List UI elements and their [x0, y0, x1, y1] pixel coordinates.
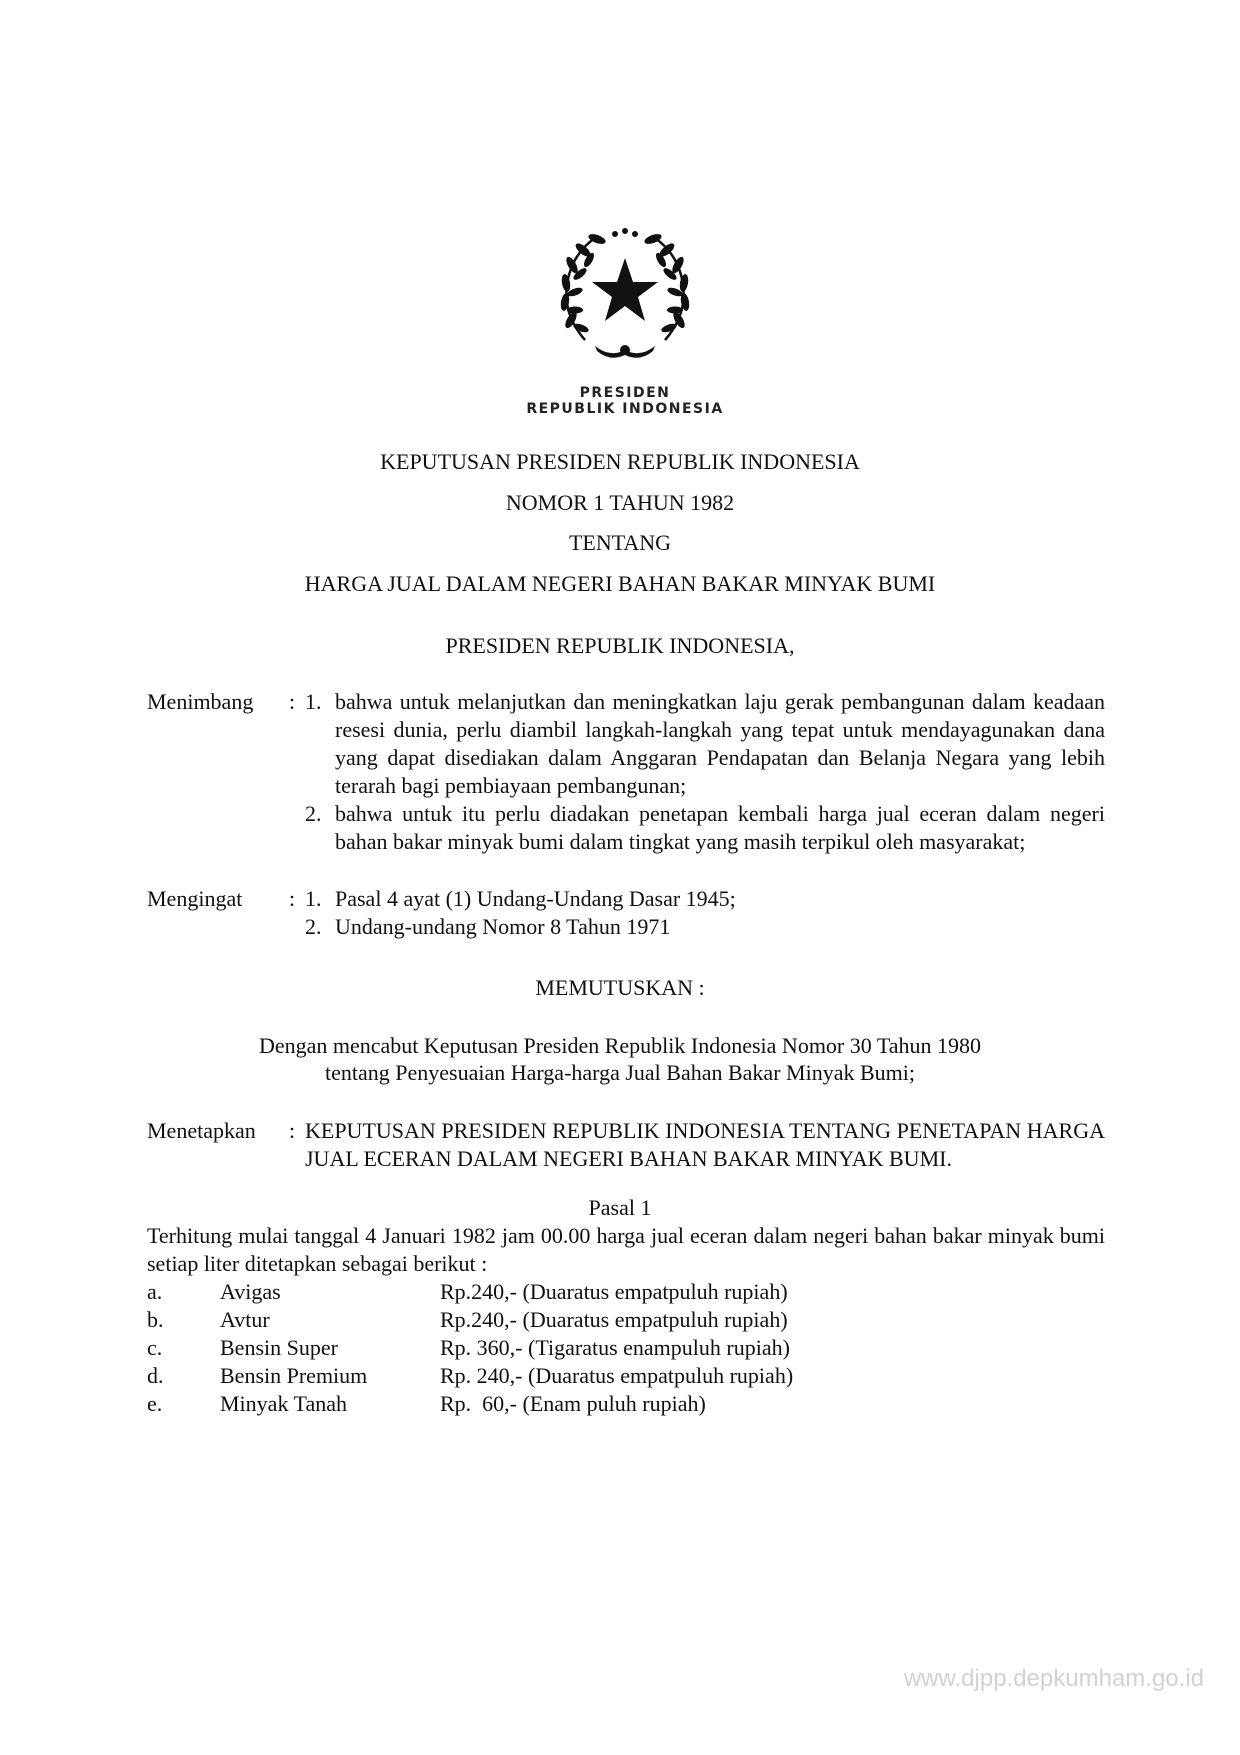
menimbang-item: [305, 800, 1105, 856]
fuel-letter: c.: [147, 1335, 163, 1360]
fuel-name: Avigas: [220, 1279, 281, 1304]
menimbang-item-text: bahwa untuk itu perlu diadakan penetapan kembali harga jual eceran dalam negeri bahan bakar minyak bumi dalam tingkat yang masih terpikul oleh masyarakat;: [335, 801, 1105, 854]
presidential-emblem-icon: [555, 220, 695, 370]
mengingat-item-text: Undang-undang Nomor 8 Tahun 1971: [335, 914, 671, 939]
fuel-price-row: [147, 1278, 847, 1306]
pasal-1-body: Terhitung mulai tanggal 4 Januari 1982 jam 00.00 harga jual eceran dalam negeri bahan bakar minyak bumi setiap liter ditetapkan sebagai berikut :: [147, 1223, 1105, 1276]
menimbang-label: Menimbang: [147, 689, 254, 714]
mengingat-item: [305, 913, 1105, 941]
watermark: www.djpp.depkumham.go.id: [903, 1665, 1204, 1692]
mengingat-item-number: 1.: [305, 886, 322, 911]
menetapkan-colon: :: [289, 1118, 296, 1143]
emblem-caption-line1: PRESIDEN: [579, 385, 671, 401]
menimbang-item-text: bahwa untuk melanjutkan dan meningkatkan laju gerak pembangunan dalam keadaan resesi dunia, perlu diambil langkah-langkah yang tepat untuk mendayagunakan dana yang dapat disediakan dalam Anggaran Pendapatan dan Belanja Negara yang lebih terarah bagi pembiayaan pembangunan;: [335, 689, 1105, 798]
mengingat-item-text: Pasal 4 ayat (1) Undang-Undang Dasar 1945;: [335, 886, 736, 911]
mengingat-list: [305, 885, 1105, 941]
memutuskan-heading: MEMUTUSKAN :: [535, 975, 705, 1000]
fuel-price: Rp. 60,- (Enam puluh rupiah): [440, 1391, 706, 1416]
menimbang-item-number: 1.: [305, 689, 322, 714]
fuel-name: Bensin Super: [220, 1335, 338, 1360]
decree-subject: HARGA JUAL DALAM NEGERI BAHAN BAKAR MINYAK BUMI: [304, 571, 936, 596]
decree-title: KEPUTUSAN PRESIDEN REPUBLIK INDONESIA: [380, 449, 860, 474]
emblem-caption: [490, 385, 760, 417]
fuel-price: Rp. 240,- (Duaratus empatpuluh rupiah): [440, 1363, 794, 1388]
fuel-name: Bensin Premium: [220, 1363, 368, 1388]
fuel-letter: d.: [147, 1363, 164, 1388]
fuel-price-row: [147, 1362, 847, 1390]
fuel-name: Avtur: [220, 1307, 270, 1332]
fuel-price: Rp.240,- (Duaratus empatpuluh rupiah): [440, 1279, 788, 1304]
fuel-letter: b.: [147, 1307, 164, 1332]
fuel-price-row: [147, 1390, 847, 1418]
revocation-line1: Dengan mencabut Keputusan Presiden Republik Indonesia Nomor 30 Tahun 1980: [258, 1033, 982, 1058]
revocation-line2: tentang Penyesuaian Harga-harga Jual Bahan Bakar Minyak Bumi;: [325, 1060, 915, 1085]
fuel-letter: e.: [147, 1391, 163, 1416]
mengingat-item: [305, 885, 1105, 913]
fuel-price-row: [147, 1306, 847, 1334]
emblem-caption-line2: REPUBLIK INDONESIA: [526, 401, 724, 417]
menimbang-item: [305, 688, 1105, 800]
fuel-price: Rp.240,- (Duaratus empatpuluh rupiah): [440, 1307, 788, 1332]
menimbang-colon: :: [289, 689, 296, 714]
menimbang-item-number: 2.: [305, 801, 322, 826]
fuel-name: Minyak Tanah: [220, 1391, 347, 1416]
decree-about: TENTANG: [568, 530, 672, 555]
fuel-price: Rp. 360,- (Tigaratus enampuluh rupiah): [440, 1335, 790, 1360]
mengingat-colon: :: [289, 886, 296, 911]
menimbang-list: [305, 688, 1105, 856]
menimbang-section: [147, 688, 1105, 858]
menetapkan-text: KEPUTUSAN PRESIDEN REPUBLIK INDONESIA TENTANG PENETAPAN HARGA JUAL ECERAN DALAM NEGERI BAHAN BAKAR MINYAK BUMI.: [305, 1118, 1105, 1171]
decree-issuer: PRESIDEN REPUBLIK INDONESIA,: [445, 633, 795, 658]
mengingat-item-number: 2.: [305, 914, 322, 939]
fuel-price-list: [147, 1278, 847, 1418]
fuel-price-row: [147, 1334, 847, 1362]
decree-number: NOMOR 1 TAHUN 1982: [505, 490, 735, 515]
menetapkan-section: [147, 1117, 1105, 1177]
mengingat-label: Mengingat: [147, 886, 243, 911]
pasal-1-title: Pasal 1: [588, 1195, 652, 1220]
menetapkan-label: Menetapkan: [147, 1118, 256, 1143]
mengingat-section: [147, 885, 1105, 945]
fuel-letter: a.: [147, 1279, 163, 1304]
